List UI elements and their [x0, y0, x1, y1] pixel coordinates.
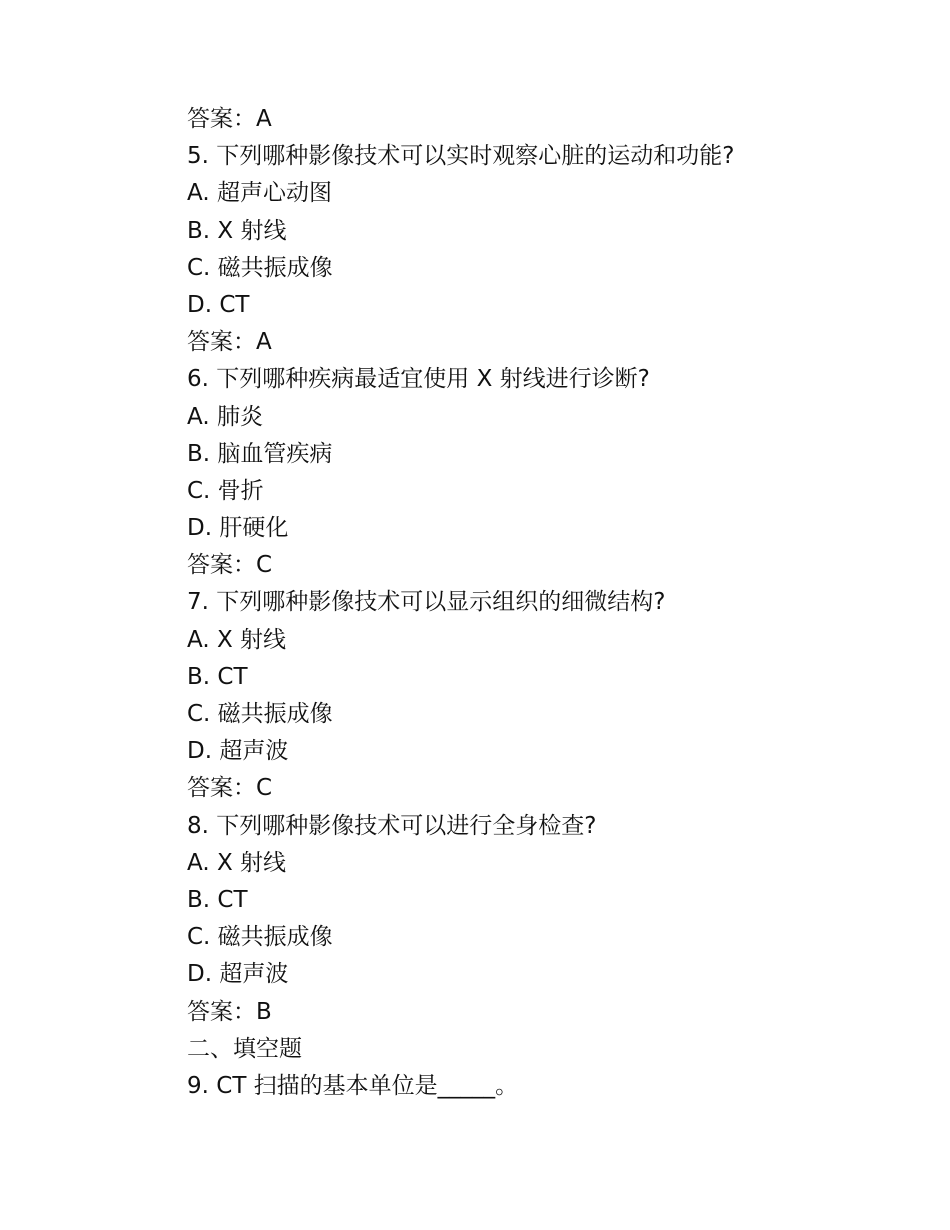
option-a: A. X 射线 [187, 849, 287, 876]
answer-line: 答案：B [187, 998, 272, 1025]
option-a: A. X 射线 [187, 626, 287, 653]
option-b: B. 脑血管疾病 [187, 440, 333, 467]
question-7: 7. 下列哪种影像技术可以显示组织的细微结构? [187, 589, 666, 616]
option-d: D. 肝硬化 [187, 515, 289, 542]
answer-line: 答案：C [187, 775, 273, 802]
option-a: A. 肺炎 [187, 403, 263, 430]
question-5: 5. 下列哪种影像技术可以实时观察心脏的运动和功能? [187, 143, 735, 170]
option-c: C. 骨折 [187, 477, 264, 504]
option-c: C. 磁共振成像 [187, 254, 333, 281]
question-8: 8. 下列哪种影像技术可以进行全身检查? [187, 812, 597, 839]
option-d: D. 超声波 [187, 961, 289, 988]
option-b: B. X 射线 [187, 217, 287, 244]
document-body [187, 101, 887, 1105]
answer-line: 答案：A [187, 106, 272, 132]
option-b: B. CT [187, 886, 248, 913]
section-heading: 二、填空题 [187, 1035, 302, 1062]
question-9: 9. CT 扫描的基本单位是_____。 [187, 1072, 519, 1099]
answer-line: 答案：A [187, 329, 272, 356]
option-d: D. CT [187, 291, 250, 318]
option-a: A. 超声心动图 [187, 180, 332, 207]
question-6: 6. 下列哪种疾病最适宜使用 X 射线进行诊断? [187, 366, 650, 393]
option-b: B. CT [187, 663, 248, 690]
option-c: C. 磁共振成像 [187, 701, 333, 727]
option-c: C. 磁共振成像 [187, 924, 333, 951]
answer-line: 答案：C [187, 552, 273, 579]
option-d: D. 超声波 [187, 738, 289, 765]
